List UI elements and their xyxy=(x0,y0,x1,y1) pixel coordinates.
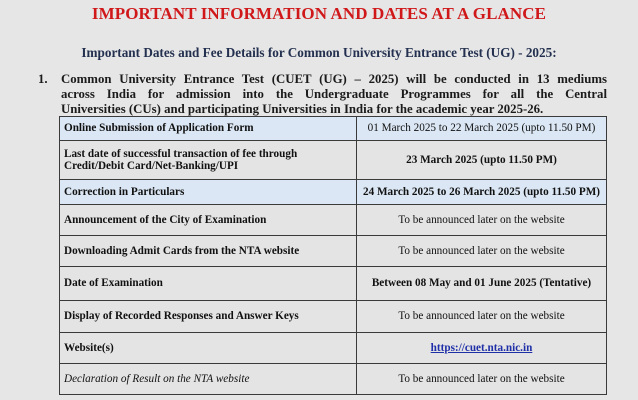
row-label: Last date of successful transaction of fee through Credit/Debit Card/Net-Banking/UPI xyxy=(60,141,357,180)
row-value xyxy=(357,333,607,364)
table-row xyxy=(60,236,607,267)
section-subtitle: Important Dates and Fee Details for Common University Entrance Test (UG) - 2025: xyxy=(81,45,557,60)
table-row xyxy=(60,205,607,236)
row-value: 23 March 2025 (upto 11.50 PM) xyxy=(357,141,607,180)
row-label: Website(s) xyxy=(60,333,357,364)
row-label: Announcement of the City of Examination xyxy=(60,205,357,236)
row-value: To be announced later on the website xyxy=(357,301,607,333)
row-value: Between 08 May and 01 June 2025 (Tentative) xyxy=(357,267,607,301)
page-title: IMPORTANT INFORMATION AND DATES AT A GLANCE xyxy=(91,4,547,23)
row-value: To be announced later on the website xyxy=(357,205,607,236)
dates-table xyxy=(59,116,607,395)
table-row xyxy=(60,117,607,141)
row-value: 24 March 2025 to 26 March 2025 (upto 11.50 PM) xyxy=(357,180,607,205)
list-item-number: 1. xyxy=(38,72,48,86)
paragraph-line: Common University Entrance Test (CUET (UG) – 2025) will be conducted in 13 mediums xyxy=(61,72,607,86)
table-row xyxy=(60,301,607,333)
row-value: 01 March 2025 to 22 March 2025 (upto 11.50 PM) xyxy=(357,117,607,141)
list-item-text xyxy=(61,72,607,117)
row-label: Online Submission of Application Form xyxy=(60,117,357,141)
paragraph-line: Universities (CUs) and participating Universities in India for the academic year 2025-26. xyxy=(61,102,544,116)
row-label: Downloading Admit Cards from the NTA website xyxy=(60,236,357,267)
table-row xyxy=(60,333,607,364)
website-link[interactable]: https://cuet.nta.nic.in xyxy=(430,341,533,354)
table-row xyxy=(60,267,607,301)
table-row xyxy=(60,180,607,205)
paragraph-line: across India for admission into the Undergraduate Programmes for all the Central xyxy=(61,87,607,101)
table-row xyxy=(60,141,607,180)
row-label: Declaration of Result on the NTA website xyxy=(60,364,357,395)
row-value: To be announced later on the website xyxy=(357,236,607,267)
row-label: Display of Recorded Responses and Answer Keys xyxy=(60,301,357,333)
row-value: To be announced later on the website xyxy=(357,364,607,395)
row-label: Date of Examination xyxy=(60,267,357,301)
row-label: Correction in Particulars xyxy=(60,180,357,205)
table-row xyxy=(60,364,607,395)
